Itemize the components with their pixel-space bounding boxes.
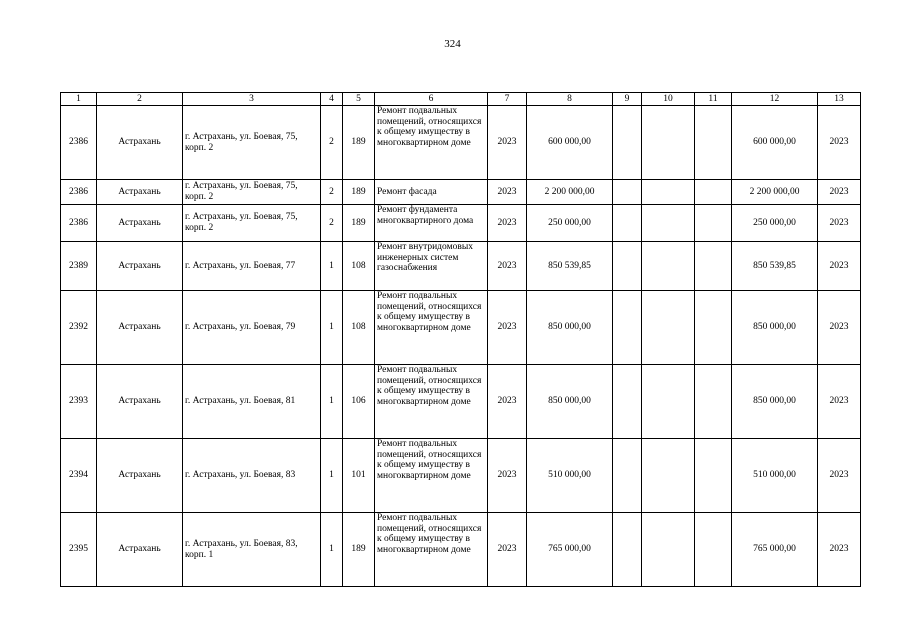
col11-cell [695,365,732,439]
header-cell: 6 [375,93,488,106]
col10-cell [642,291,695,365]
table-row [61,291,861,365]
col10-cell [642,439,695,513]
table-row [61,205,861,242]
col4-cell: 2 [321,106,343,180]
work-type-cell: Ремонт подвальных помещений, относящихся к общему имуществу в многоквартирном доме [375,106,488,180]
header-cell: 1 [61,93,97,106]
header-cell: 5 [343,93,375,106]
col11-cell [695,106,732,180]
header-row [61,93,861,106]
total-cell: 250 000,00 [732,205,818,242]
work-type-cell: Ремонт подвальных помещений, относящихся к общему имуществу в многоквартирном доме [375,291,488,365]
page-number: 324 [444,38,461,50]
col4-cell: 1 [321,291,343,365]
address-cell: г. Астрахань, ул. Боевая, 79 [183,291,321,365]
col10-cell [642,242,695,291]
total-cell: 850 000,00 [732,291,818,365]
col5-cell: 189 [343,205,375,242]
year-cell: 2023 [488,291,527,365]
row-number-cell: 2394 [61,439,97,513]
year-cell: 2023 [488,180,527,205]
work-type-cell: Ремонт подвальных помещений, относящихся к общему имуществу в многоквартирном доме [375,365,488,439]
cost-cell: 600 000,00 [527,106,613,180]
col10-cell [642,365,695,439]
total-cell: 765 000,00 [732,513,818,587]
col4-cell: 2 [321,180,343,205]
col9-cell [613,291,642,365]
header-cell: 11 [695,93,732,106]
col5-cell: 189 [343,180,375,205]
registry-table [60,92,861,587]
municipality-cell: Астрахань [97,291,183,365]
total-cell: 510 000,00 [732,439,818,513]
cost-cell: 850 000,00 [527,291,613,365]
municipality-cell: Астрахань [97,205,183,242]
cost-cell: 850 000,00 [527,365,613,439]
col9-cell [613,439,642,513]
table-row [61,439,861,513]
year-end-cell: 2023 [818,106,861,180]
col11-cell [695,205,732,242]
municipality-cell: Астрахань [97,180,183,205]
col4-cell: 2 [321,205,343,242]
table-row [61,513,861,587]
total-cell: 600 000,00 [732,106,818,180]
address-cell: г. Астрахань, ул. Боевая, 81 [183,365,321,439]
col5-cell: 106 [343,365,375,439]
header-cell: 13 [818,93,861,106]
row-number-cell: 2395 [61,513,97,587]
col10-cell [642,106,695,180]
col9-cell [613,205,642,242]
address-cell: г. Астрахань, ул. Боевая, 83 [183,439,321,513]
table-row [61,180,861,205]
year-cell: 2023 [488,439,527,513]
address-cell: г. Астрахань, ул. Боевая, 75, корп. 2 [183,180,321,205]
col11-cell [695,439,732,513]
work-type-cell: Ремонт фасада [375,180,488,205]
header-cell: 4 [321,93,343,106]
col9-cell [613,180,642,205]
header-cell: 7 [488,93,527,106]
municipality-cell: Астрахань [97,439,183,513]
header-cell: 10 [642,93,695,106]
col11-cell [695,180,732,205]
row-number-cell: 2386 [61,205,97,242]
col5-cell: 189 [343,513,375,587]
table-row [61,242,861,291]
year-cell: 2023 [488,106,527,180]
total-cell: 850 000,00 [732,365,818,439]
col11-cell [695,291,732,365]
col4-cell: 1 [321,365,343,439]
year-end-cell: 2023 [818,439,861,513]
cost-cell: 850 539,85 [527,242,613,291]
work-type-cell: Ремонт подвальных помещений, относящихся к общему имуществу в многоквартирном доме [375,513,488,587]
col9-cell [613,242,642,291]
col10-cell [642,513,695,587]
year-end-cell: 2023 [818,242,861,291]
col9-cell [613,106,642,180]
total-cell: 850 539,85 [732,242,818,291]
municipality-cell: Астрахань [97,365,183,439]
col4-cell: 1 [321,242,343,291]
address-cell: г. Астрахань, ул. Боевая, 77 [183,242,321,291]
cost-cell: 765 000,00 [527,513,613,587]
row-number-cell: 2386 [61,106,97,180]
col5-cell: 108 [343,242,375,291]
municipality-cell: Астрахань [97,106,183,180]
col5-cell: 108 [343,291,375,365]
col5-cell: 189 [343,106,375,180]
row-number-cell: 2386 [61,180,97,205]
cost-cell: 2 200 000,00 [527,180,613,205]
municipality-cell: Астрахань [97,513,183,587]
col4-cell: 1 [321,439,343,513]
address-cell: г. Астрахань, ул. Боевая, 75, корп. 2 [183,205,321,242]
year-cell: 2023 [488,242,527,291]
year-cell: 2023 [488,365,527,439]
header-cell: 12 [732,93,818,106]
year-end-cell: 2023 [818,180,861,205]
cost-cell: 250 000,00 [527,205,613,242]
address-cell: г. Астрахань, ул. Боевая, 75, корп. 2 [183,106,321,180]
total-cell: 2 200 000,00 [732,180,818,205]
row-number-cell: 2392 [61,291,97,365]
year-end-cell: 2023 [818,513,861,587]
table-row [61,365,861,439]
col9-cell [613,513,642,587]
header-cell: 8 [527,93,613,106]
header-cell: 2 [97,93,183,106]
year-end-cell: 2023 [818,365,861,439]
year-end-cell: 2023 [818,291,861,365]
col11-cell [695,242,732,291]
address-cell: г. Астрахань, ул. Боевая, 83, корп. 1 [183,513,321,587]
row-number-cell: 2389 [61,242,97,291]
col10-cell [642,180,695,205]
col5-cell: 101 [343,439,375,513]
col4-cell: 1 [321,513,343,587]
municipality-cell: Астрахань [97,242,183,291]
header-cell: 3 [183,93,321,106]
header-cell: 9 [613,93,642,106]
row-number-cell: 2393 [61,365,97,439]
year-cell: 2023 [488,513,527,587]
work-type-cell: Ремонт подвальных помещений, относящихся к общему имуществу в многоквартирном доме [375,439,488,513]
table-row [61,106,861,180]
col11-cell [695,513,732,587]
cost-cell: 510 000,00 [527,439,613,513]
work-type-cell: Ремонт фундамента многоквартирного дома [375,205,488,242]
year-end-cell: 2023 [818,205,861,242]
col9-cell [613,365,642,439]
work-type-cell: Ремонт внутридомовых инженерных систем газоснабжения [375,242,488,291]
col10-cell [642,205,695,242]
year-cell: 2023 [488,205,527,242]
